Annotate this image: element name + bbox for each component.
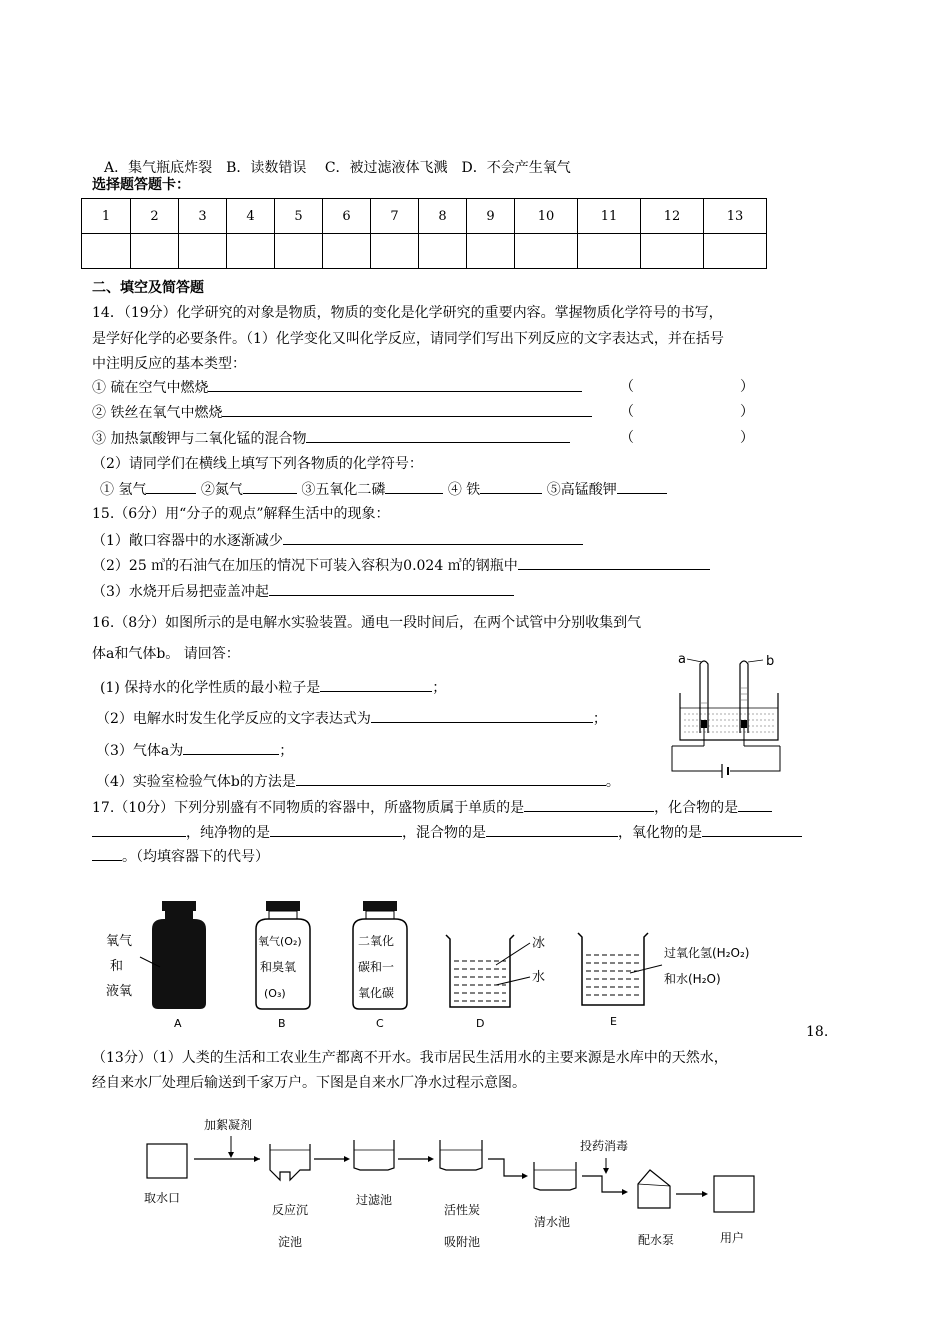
q14-item-label: ② 铁丝在氧气中燃烧 bbox=[92, 405, 223, 421]
answer-card-header-row bbox=[82, 199, 767, 234]
q18-number: 18. bbox=[806, 1024, 829, 1040]
q17-line-2 bbox=[92, 822, 802, 843]
q14-intro-2: 是学好化学的必要条件。（1）化学变化又叫化学反应，请同学们写出下列反应的文字表达式，并在括号 bbox=[92, 331, 724, 347]
answer-blank[interactable] bbox=[208, 377, 582, 392]
disinfect-label: 投药消毒 bbox=[580, 1139, 629, 1153]
q17-line-1 bbox=[92, 797, 772, 818]
answer-card-table bbox=[81, 198, 767, 269]
label-b: b bbox=[766, 654, 775, 669]
filter-label: 过滤池 bbox=[356, 1193, 393, 1207]
container-b-label-1: 氧气(O₂) bbox=[258, 935, 302, 948]
answer-blank-mixture[interactable] bbox=[486, 822, 618, 837]
answer-number: 12 bbox=[641, 199, 704, 234]
punctuation: 。 bbox=[605, 774, 620, 790]
symbol-blank[interactable] bbox=[385, 479, 443, 494]
q14-intro-3: 中注明反应的基本类型： bbox=[92, 356, 246, 372]
symbol-label: ②氮气 bbox=[200, 482, 243, 498]
q17-text: 17.（10分）下列分别盛有不同物质的容器中，所盛物质属于单质的是 bbox=[92, 800, 525, 816]
answer-number: 2 bbox=[131, 199, 179, 234]
symbol-label: ③五氧化二磷 bbox=[301, 482, 386, 498]
q16-item-label: (1) 保持水的化学性质的最小粒子是 bbox=[100, 680, 321, 696]
q17-text: ，氧化物的是 bbox=[618, 825, 702, 841]
paren-open: （ bbox=[620, 379, 634, 395]
answer-number: 5 bbox=[275, 199, 323, 234]
q14-item-2 bbox=[92, 402, 592, 423]
sediment-label-2: 淀池 bbox=[278, 1235, 303, 1249]
container-c bbox=[353, 901, 407, 1030]
q15-intro: 15.（6分）用“分子的观点”解释生活中的现象： bbox=[92, 506, 390, 522]
container-d bbox=[446, 935, 545, 1030]
answer-number: 10 bbox=[515, 199, 578, 234]
q15-item-label: （2）25 ㎥的石油气在加压的情况下可装入容积为0.024 ㎥的钢瓶中 bbox=[92, 558, 518, 574]
symbol-blank[interactable] bbox=[243, 479, 297, 494]
container-a-code: A bbox=[174, 1017, 182, 1030]
answer-blank[interactable] bbox=[296, 771, 606, 786]
container-c-code: C bbox=[376, 1017, 384, 1030]
container-a-label-1: 氧气 bbox=[106, 934, 133, 949]
intake-label: 取水口 bbox=[144, 1191, 181, 1205]
symbol-label: ④ 铁 bbox=[447, 482, 481, 498]
container-a bbox=[106, 901, 206, 1030]
user-label: 用户 bbox=[720, 1231, 745, 1245]
q18-line-2: 经自来水厂处理后输送到千家万户。下图是自来水厂净水过程示意图。 bbox=[92, 1075, 526, 1091]
container-c-label-1: 二氧化 bbox=[358, 934, 395, 948]
paren-open: （ bbox=[620, 430, 634, 446]
answer-number: 3 bbox=[179, 199, 227, 234]
containers-figure bbox=[100, 895, 800, 1035]
q14-item-3 bbox=[92, 428, 570, 449]
q15-item-3 bbox=[92, 581, 514, 602]
answer-cell[interactable] bbox=[323, 234, 371, 269]
answer-blank-pure[interactable] bbox=[270, 822, 402, 837]
q16-item-1 bbox=[100, 677, 446, 698]
paren-close: ） bbox=[740, 404, 754, 420]
answer-cell[interactable] bbox=[515, 234, 578, 269]
clear-water-tank bbox=[534, 1162, 576, 1190]
answer-blank-compound-cont[interactable] bbox=[92, 822, 186, 837]
q15-item-1 bbox=[92, 530, 583, 551]
answer-blank[interactable] bbox=[371, 708, 593, 723]
q14-item-label: ① 硫在空气中燃烧 bbox=[92, 380, 209, 396]
carbon-tank bbox=[440, 1140, 482, 1170]
q17-text: 。（均填容器下的代号） bbox=[122, 849, 269, 865]
container-a-label-2: 和 bbox=[110, 959, 124, 974]
paren-close: ） bbox=[740, 379, 754, 395]
answer-card-answer-row bbox=[82, 234, 767, 269]
answer-cell[interactable] bbox=[641, 234, 704, 269]
q17-line-3 bbox=[92, 846, 269, 867]
answer-blank-oxide[interactable] bbox=[702, 822, 802, 837]
answer-number: 7 bbox=[371, 199, 419, 234]
q17-text: ，混合物的是 bbox=[402, 825, 486, 841]
section2-title: 二、填空及简答题 bbox=[92, 280, 204, 296]
answer-blank[interactable] bbox=[320, 677, 432, 692]
sediment-label-1: 反应沉 bbox=[272, 1203, 309, 1217]
punctuation: ； bbox=[592, 711, 607, 727]
symbol-label: ① 氢气 bbox=[100, 482, 147, 498]
container-c-label-2: 碳和一 bbox=[358, 960, 395, 974]
symbol-blank[interactable] bbox=[146, 479, 196, 494]
answer-number: 6 bbox=[323, 199, 371, 234]
answer-cell[interactable] bbox=[227, 234, 275, 269]
carbon-label-2: 吸附池 bbox=[444, 1235, 481, 1249]
sediment-tank bbox=[270, 1144, 310, 1180]
answer-cell[interactable] bbox=[371, 234, 419, 269]
container-e-label-2: 和水(H₂O) bbox=[664, 972, 721, 986]
q17-text: ，化合物的是 bbox=[654, 800, 739, 816]
answer-number: 8 bbox=[419, 199, 467, 234]
q15-item-2 bbox=[92, 555, 710, 576]
container-e bbox=[578, 933, 749, 1028]
answer-cell[interactable] bbox=[275, 234, 323, 269]
answer-blank[interactable] bbox=[306, 428, 570, 443]
answer-blank-element[interactable] bbox=[524, 797, 654, 812]
q14-paren-1 bbox=[620, 377, 754, 397]
user-box bbox=[714, 1176, 754, 1212]
answer-blank-oxide-cont[interactable] bbox=[92, 846, 122, 861]
q14-item-label: ③ 加热氯酸钾与二氧化锰的混合物 bbox=[92, 431, 307, 447]
answer-cell[interactable] bbox=[704, 234, 767, 269]
q13-options: A．集气瓶底炸裂 B．读数错误 C．被过滤液体飞溅 D．不会产生氧气 bbox=[104, 160, 571, 176]
q16-item-4 bbox=[96, 771, 620, 792]
clear-water-label: 清水池 bbox=[534, 1215, 571, 1229]
electrolysis-apparatus bbox=[670, 648, 790, 778]
intake-box bbox=[147, 1144, 187, 1178]
q15-item-label: （3）水烧开后易把壶盖冲起 bbox=[92, 584, 269, 600]
q14-intro-1: 14．（19分）化学研究的对象是物质，物质的变化是化学研究的重要内容。掌握物质化学符号的书写， bbox=[92, 305, 723, 321]
coagulant-label: 加絮凝剂 bbox=[204, 1118, 253, 1132]
q14-part2: （2）请同学们在横线上填写下列各物质的化学符号： bbox=[92, 456, 423, 472]
answer-number: 4 bbox=[227, 199, 275, 234]
paren-open: （ bbox=[620, 404, 634, 420]
pump-label: 配水泵 bbox=[638, 1233, 675, 1247]
q16-intro-1: 16.（8分）如图所示的是电解水实验装置。通电一段时间后，在两个试管中分别收集到气 bbox=[92, 615, 642, 631]
answer-number: 13 bbox=[704, 199, 767, 234]
container-e-label-1: 过氧化氢(H₂O₂) bbox=[664, 946, 750, 960]
q15-item-label: （1）敞口容器中的水逐渐减少 bbox=[92, 533, 283, 549]
q18-line-1: （13分）（1）人类的生活和工农业生产都离不开水。我市居民生活用水的主要来源是水库中的天然水， bbox=[92, 1050, 728, 1066]
q14-paren-2 bbox=[620, 402, 754, 422]
container-e-code: E bbox=[610, 1015, 617, 1028]
q16-item-3 bbox=[96, 740, 293, 761]
q14-symbols bbox=[100, 479, 667, 500]
answer-cell[interactable] bbox=[179, 234, 227, 269]
label-a: a bbox=[678, 652, 686, 667]
punctuation: ； bbox=[279, 743, 294, 759]
symbol-blank[interactable] bbox=[480, 479, 542, 494]
symbol-label: ⑤高锰酸钾 bbox=[546, 482, 617, 498]
q16-item-label: （2）电解水时发生化学反应的文字表达式为 bbox=[96, 711, 371, 727]
paren-close: ） bbox=[740, 430, 754, 446]
carbon-label-1: 活性炭 bbox=[444, 1203, 481, 1217]
answer-blank-compound[interactable] bbox=[738, 797, 772, 812]
answer-card-title: 选择题答题卡： bbox=[92, 177, 190, 193]
answer-blank[interactable] bbox=[518, 555, 710, 570]
q16-item-label: （3）气体a为 bbox=[96, 743, 184, 759]
answer-cell[interactable] bbox=[467, 234, 515, 269]
container-d-label-2: 水 bbox=[532, 970, 546, 985]
answer-blank[interactable] bbox=[269, 581, 514, 596]
answer-number: 11 bbox=[578, 199, 641, 234]
q16-item-label: （4）实验室检验气体b的方法是 bbox=[96, 774, 296, 790]
container-b-label-3: (O₃) bbox=[264, 987, 286, 1000]
q17-text: ，纯净物的是 bbox=[186, 825, 270, 841]
answer-cell[interactable] bbox=[82, 234, 131, 269]
answer-blank[interactable] bbox=[283, 530, 583, 545]
answer-number: 1 bbox=[82, 199, 131, 234]
answer-cell[interactable] bbox=[578, 234, 641, 269]
container-b-label-2: 和臭氧 bbox=[260, 960, 297, 974]
answer-number: 9 bbox=[467, 199, 515, 234]
water-treatment-flow bbox=[130, 1110, 780, 1260]
q14-paren-3 bbox=[620, 428, 754, 448]
q14-item-1 bbox=[92, 377, 582, 398]
container-d-code: D bbox=[476, 1017, 485, 1030]
answer-cell[interactable] bbox=[419, 234, 467, 269]
answer-blank[interactable] bbox=[222, 402, 592, 417]
answer-blank[interactable] bbox=[183, 740, 279, 755]
pump bbox=[638, 1170, 670, 1208]
filter-tank bbox=[354, 1140, 394, 1170]
q16-intro-2: 体a和气体b。 请回答： bbox=[92, 646, 240, 662]
container-a-label-3: 液氧 bbox=[106, 984, 133, 999]
punctuation: ； bbox=[432, 680, 447, 696]
container-c-label-3: 氧化碳 bbox=[358, 986, 395, 1000]
q16-item-2 bbox=[96, 708, 607, 729]
answer-cell[interactable] bbox=[131, 234, 179, 269]
symbol-blank[interactable] bbox=[617, 479, 667, 494]
container-b-code: B bbox=[278, 1017, 286, 1030]
container-d-label-1: 冰 bbox=[532, 936, 546, 951]
container-b bbox=[256, 901, 310, 1030]
